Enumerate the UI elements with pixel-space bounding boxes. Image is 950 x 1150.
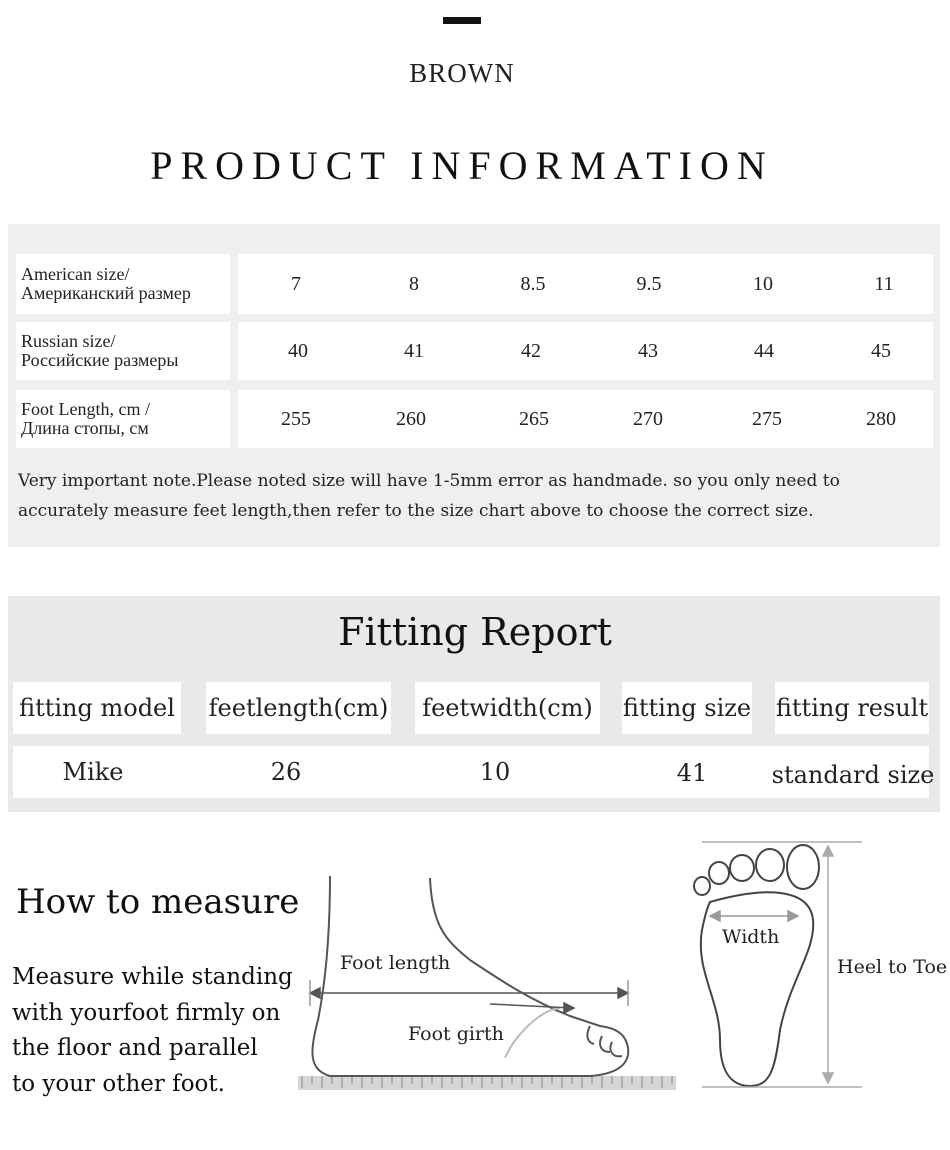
- instruction-line: to your other foot.: [12, 1070, 225, 1097]
- page-title: PRODUCT INFORMATION: [150, 143, 774, 188]
- side-foot-illustration: [312, 876, 628, 1076]
- size-cell: 265: [519, 407, 549, 430]
- size-label-line2: Длина стопы, см: [21, 418, 149, 438]
- foot-length-arrow: [310, 980, 628, 1006]
- size-label-line1: American size/: [21, 264, 130, 284]
- size-row-label: [16, 390, 230, 448]
- size-cell: 41: [404, 339, 424, 362]
- foot-measure-diagram: [290, 830, 950, 1120]
- size-cell: 9.5: [636, 272, 662, 295]
- size-label-line1: Foot Length, cm /: [21, 399, 150, 419]
- fit-value-feetlength: 26: [270, 758, 302, 786]
- instruction-line: with yourfoot firmly on: [12, 999, 281, 1026]
- size-row-american: [16, 254, 933, 314]
- how-to-measure-title: How to measure: [16, 882, 300, 922]
- size-label-line2: Российские размеры: [21, 350, 179, 370]
- color-name: BROWN: [409, 58, 515, 88]
- width-label: Width: [722, 926, 780, 948]
- fit-header-result: fitting result: [775, 682, 929, 734]
- measure-instructions: [12, 960, 312, 1102]
- top-foot-illustration: [694, 845, 819, 1086]
- size-row-label: [16, 254, 230, 314]
- instruction-line: Measure while standing: [12, 964, 293, 990]
- ruler-illustration: [298, 1076, 676, 1090]
- size-row-label: [16, 322, 230, 380]
- size-note: Very important note.Please noted size will have 1-5mm error as handmade. so you only need to accurately measure feet length,then refer to the size chart above to choose the correct size.: [18, 471, 840, 521]
- fit-header-model: fitting model: [13, 682, 181, 734]
- size-cell: 42: [521, 339, 541, 362]
- size-cell: 260: [396, 407, 426, 430]
- size-cell: 280: [866, 407, 896, 430]
- size-cell: 8: [409, 272, 419, 295]
- size-row-foot-length: [16, 390, 933, 448]
- size-cell: 44: [754, 339, 774, 362]
- size-cell: 7: [291, 272, 301, 295]
- size-values: [238, 254, 933, 314]
- size-cell: 270: [633, 407, 663, 430]
- fit-header-size: fitting size: [622, 682, 752, 734]
- size-label-line1: Russian size/: [21, 331, 116, 351]
- top-dash-divider: [443, 17, 481, 24]
- size-cell: 40: [288, 339, 308, 362]
- fit-value-size: 41: [676, 759, 708, 787]
- instruction-line: the floor and parallel: [12, 1035, 258, 1061]
- fit-value-model: Mike: [62, 758, 124, 786]
- size-values: [238, 390, 933, 448]
- size-cell: 43: [638, 339, 658, 362]
- size-cell: 275: [752, 407, 782, 430]
- size-cell: 255: [281, 407, 311, 430]
- heel-to-toe-label: Heel to Toe: [837, 956, 948, 978]
- size-values: [238, 322, 933, 380]
- size-label-line2: Американский размер: [21, 283, 191, 303]
- fit-value-feetwidth: 10: [479, 758, 511, 786]
- size-cell: 11: [874, 272, 894, 295]
- size-row-russian: [16, 322, 933, 380]
- foot-length-label: Foot length: [340, 952, 451, 974]
- width-arrow: [710, 911, 798, 921]
- fitting-report-title: Fitting Report: [338, 610, 612, 654]
- fit-header-feetlength: feetlength(cm): [206, 682, 391, 734]
- size-cell: 10: [753, 272, 773, 295]
- size-cell: 45: [871, 339, 891, 362]
- foot-girth-label: Foot girth: [408, 1023, 504, 1045]
- fit-value-result: standard size: [771, 761, 935, 789]
- fit-header-feetwidth: feetwidth(cm): [415, 682, 600, 734]
- size-cell: 8.5: [520, 272, 546, 295]
